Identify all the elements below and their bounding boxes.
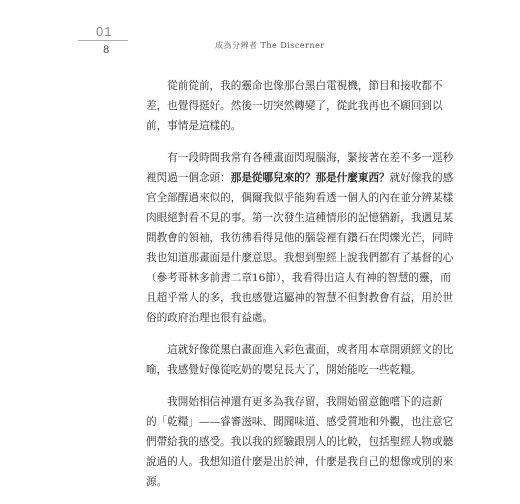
text-line: 的「乾糧」——睿審滋味、聞聞味道、感受質地和外觀，也注意它 [146, 416, 454, 428]
chapter-number: 01 [96, 24, 113, 39]
body-text [146, 76, 454, 504]
bold-question: 那是從哪兒來的？那是什麼東西？ [230, 172, 390, 184]
text-line-with-bold [146, 168, 454, 188]
text-segment: 就好像我的感 [389, 172, 454, 184]
text-line: 且超乎常人的多，我也感覺這屬神的智慧不但對教會有益，用於世 [146, 292, 454, 304]
page-number: 8 [103, 45, 110, 56]
paragraph-2 [146, 148, 454, 328]
paragraph-1 [146, 76, 443, 136]
text-line: （參考哥林多前書二章16節），我看得出這人有神的智慧的靈，而 [146, 272, 451, 284]
text-line: 我也知道那畫面是什麼意思。我想到聖經上說我們都有了基督的心 [146, 252, 454, 264]
text-line: 差，也覺得挺好。然後一切突然轉變了，從此我再也不願回到以 [146, 100, 443, 112]
page-header [0, 0, 520, 70]
paragraph-3 [146, 340, 454, 380]
text-line: 俗的政府治理也很有益處。 [146, 312, 274, 324]
text-line: 官全部醒過來似的，偶爾我似乎能夠看透一個人的內在並分辨某樣 [146, 192, 454, 204]
text-line: 從前從前，我的靈命也像那台黑白電視機，節目和接收都不 [146, 80, 443, 92]
text-line: 喻，我感覺好像從吃奶的嬰兒長大了，開始能吃一些乾糧。 [146, 364, 422, 376]
text-line: 們帶給我的感受。我以我的經驗跟別人的比較，包括聖經人物或聽 [146, 436, 454, 448]
paragraph-4 [146, 392, 454, 492]
running-head: 成為分辨者 The Discerner [215, 41, 325, 50]
text-line: 間教會的領袖，我彷彿看得見他的腦袋裡有鑽石在閃爍光芒，同時 [146, 232, 454, 244]
header-rule [78, 40, 128, 41]
text-segment: 裡閃過一個念頭： [146, 172, 231, 184]
text-line: 這就好像從黑白畫面進入彩色畫面，或者用本章開頭經文的比 [146, 344, 454, 356]
text-line: 說過的人。我想知道什麼是出於神，什麼是我自己的想像或別的來 [146, 456, 454, 468]
text-line: 前，事情是這樣的。 [146, 120, 242, 132]
text-line: 有一段時間我常有各種畫面閃現腦海，緊接著在差不多一逕秒 [146, 152, 454, 164]
text-line: 源。 [146, 476, 168, 488]
text-line: 肉眼絕對看不見的事。第一次發生這種情形的記憶猶新，我遇見某 [146, 212, 454, 224]
text-line: 我開始相信神還有更多為我存留，我開始留意飽嚐下的這新 [146, 396, 443, 408]
